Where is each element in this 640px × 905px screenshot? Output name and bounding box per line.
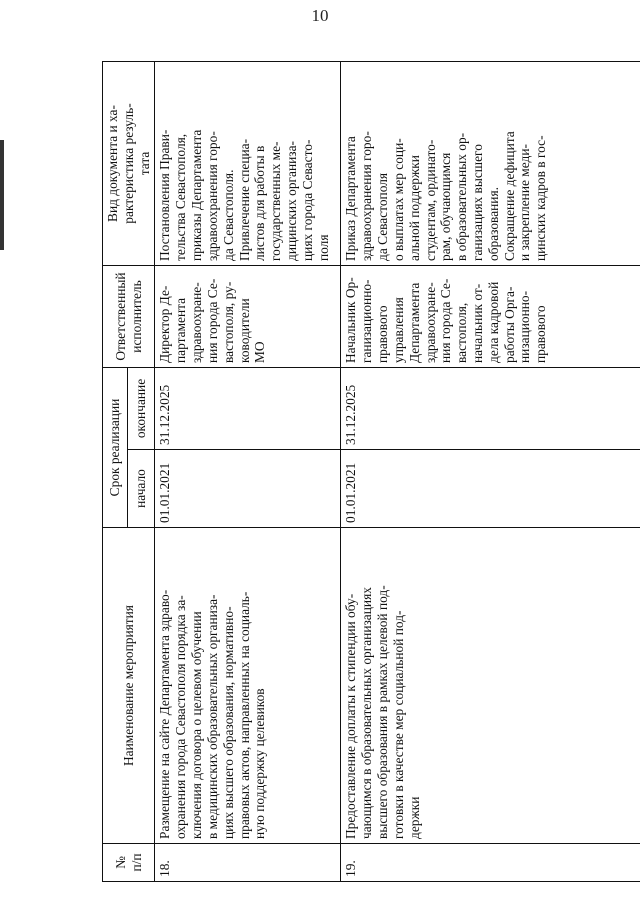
header-num: № п/п — [103, 844, 155, 882]
header-end: окончание — [128, 368, 155, 450]
row-measure-name: Предоставление доплаты к стипендии обу- чающимся в образовательных организациях высшего образования в рамках целевой под- готовки в качестве мер социальной под- держки — [341, 528, 640, 844]
row-document: Приказ Департамента здравоохранения горо- да Севастополя о выплатах мер соци- альной поддержки студентам, ординато- рам, обучающимся в образовательных ор- ганизациях высшего образования. Сокращение дефицита и закрепление меди- цинских кадров в гос- — [341, 62, 640, 266]
table-row — [341, 62, 640, 882]
row-number: 18. — [155, 844, 341, 882]
header-document: Вид документа и ха- рактеристика резуль- тата — [103, 62, 155, 266]
row-number: 19. — [341, 844, 640, 882]
header-start: начало — [128, 450, 155, 528]
table-row — [155, 62, 341, 882]
row-measure-name: Размещение на сайте Департамента здраво- охранения города Севастополя порядка за- ключения договора о целевом обучении в медицинских образовательных организа- циях высшего образования, нормативно- правовых актов, направленных на социаль- ную поддержку целевиков — [155, 528, 341, 844]
page-number: 10 — [311, 6, 329, 25]
row-start-date: 01.01.2021 — [341, 450, 640, 528]
header-name: Наименование мероприятия — [103, 528, 155, 844]
row-end-date: 31.12.2025 — [155, 368, 341, 450]
header-responsible: Ответственный исполнитель — [103, 266, 155, 368]
table-header-row — [103, 62, 128, 882]
binding-mark — [0, 140, 4, 250]
row-end-date: 31.12.2025 — [341, 368, 640, 450]
rotated-table-sheet — [102, 62, 638, 882]
row-responsible: Начальник Ор- ганизационно- правового управления Департамента здравоохране- ния города Се- вастополя, начальник от- дела кадровой работы Орга- низационно- правового — [341, 266, 640, 368]
row-responsible: Директор Де- партамента здравоохране- ния города Се- вастополя, ру- ководители МО — [155, 266, 341, 368]
header-period: Срок реализации — [103, 368, 128, 528]
row-document: Постановления Прави- тельства Севастополя, приказы Департамента здравоохранения горо- да Севастополя. Привлечение специа- листов для работы в государственных ме- дицинских организа- циях города Севасто- поля — [155, 62, 341, 266]
measures-table — [102, 61, 640, 882]
row-start-date: 01.01.2021 — [155, 450, 341, 528]
